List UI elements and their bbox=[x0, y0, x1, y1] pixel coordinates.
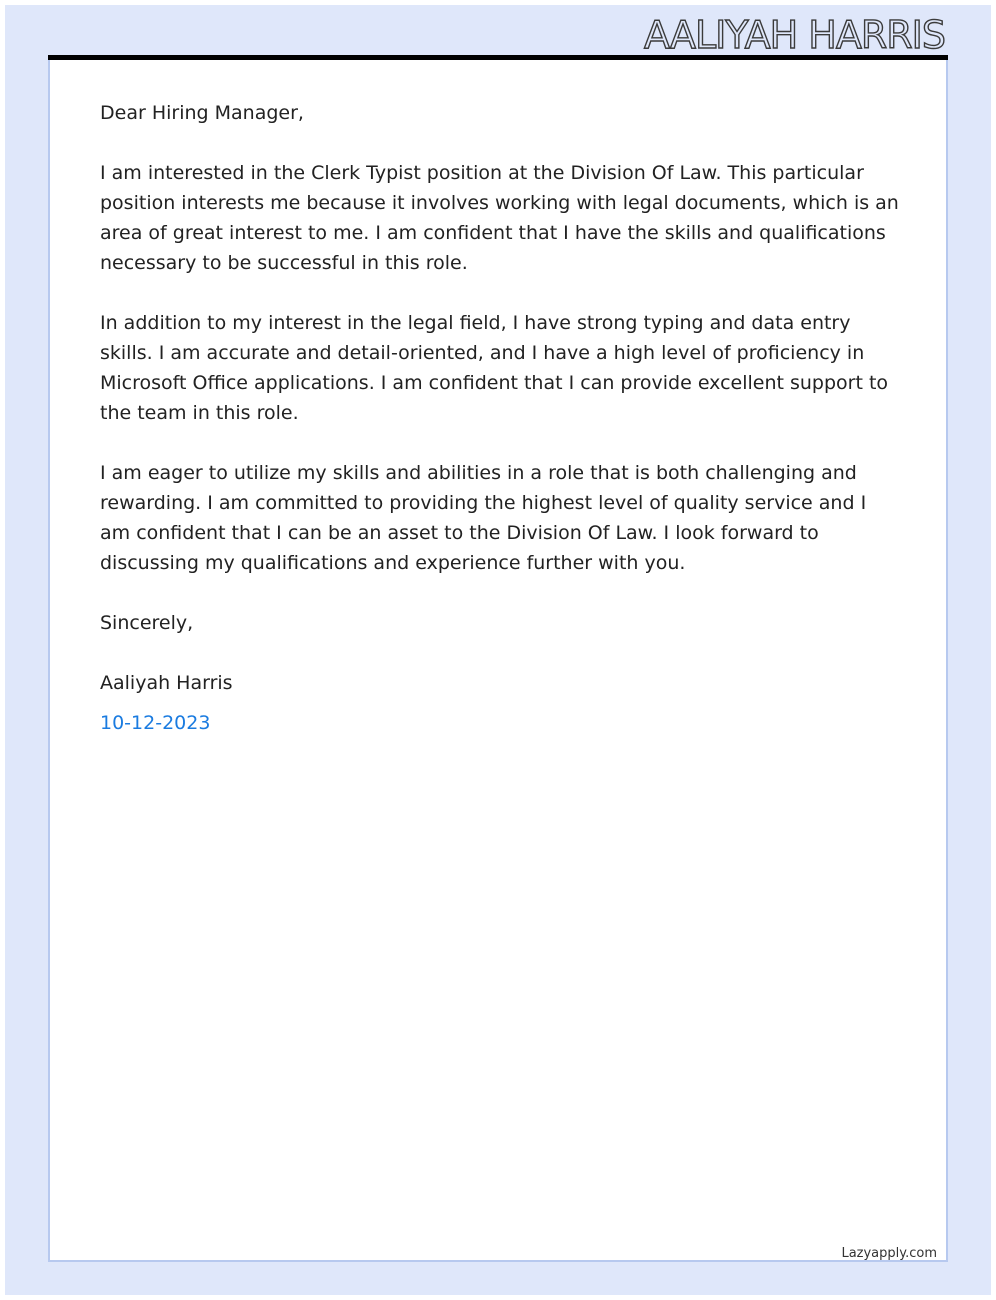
signer-name: Aaliyah Harris bbox=[100, 672, 233, 694]
letter-date: 10-12-2023 bbox=[100, 712, 211, 734]
paragraph-3: I am eager to utilize my skills and abilities in a role that is both challenging and rewarding. I am committed to providing the highest level of quality service and I am confident that I can be an asset to the Division Of Law. I look forward to discussing my qualifications and experience further with you. bbox=[100, 462, 867, 574]
paragraph-1: I am interested in the Clerk Typist position at the Division Of Law. This particular position interests me because it involves working with legal documents, which is an area of great interest to me. I am confident that I have the skills and qualifications necessary to be successful in this role. bbox=[100, 162, 899, 274]
header-name: AALIYAH HARRIS bbox=[643, 13, 945, 57]
salutation: Dear Hiring Manager, bbox=[100, 102, 304, 124]
closing: Sincerely, bbox=[100, 612, 194, 634]
paragraph-2: In addition to my interest in the legal field, I have strong typing and data entry skills. I am accurate and detail-oriented, and I have a high level of proficiency in Microsoft Office applications. I am confident that I can provide excellent support to the team in this role. bbox=[100, 312, 889, 424]
letter-body bbox=[100, 98, 900, 738]
footer-brand: Lazyapply.com bbox=[841, 1246, 937, 1261]
